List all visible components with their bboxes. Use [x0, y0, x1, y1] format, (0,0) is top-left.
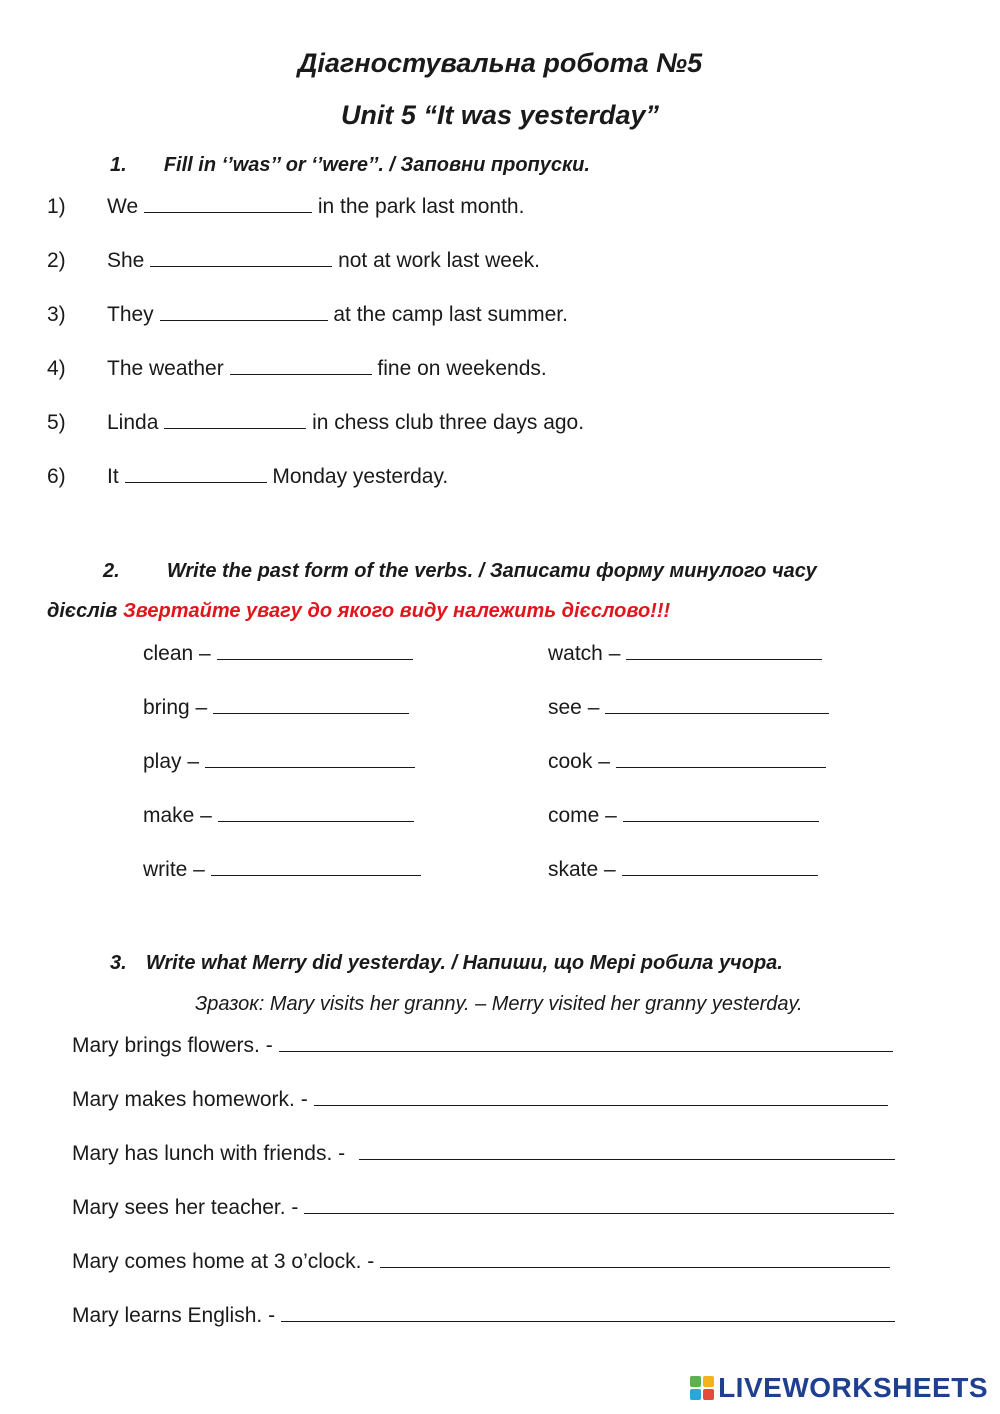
verb-item: skate –: [548, 857, 818, 882]
task3-example: Зразок: Mary visits her granny. – Merry visited her granny yesterday.: [195, 993, 803, 1015]
answer-blank[interactable]: [164, 410, 306, 429]
task3-item: Mary sees her teacher. -: [72, 1195, 894, 1220]
answer-blank[interactable]: [125, 464, 267, 483]
task1-instruction: Fill in ‘’was’’ or ‘’were’’. / Заповни пропуски.: [163, 154, 590, 176]
liveworksheets-brand: [690, 1372, 988, 1404]
answer-blank[interactable]: [213, 695, 409, 714]
task2-heading-cont: дієслів Звертайте увагу до якого виду належить дієслово!!!: [47, 600, 671, 622]
task1-item: 1) We in the park last month.: [47, 195, 525, 218]
task1-item: 3) They at the camp last summer.: [47, 303, 568, 326]
verb-item: see –: [548, 695, 829, 720]
task1-heading: [110, 154, 590, 177]
page-subtitle: Unit 5 “It was yesterday”: [340, 100, 660, 130]
answer-blank[interactable]: [605, 695, 829, 714]
verb-item: make –: [143, 803, 414, 828]
answer-blank[interactable]: [616, 749, 826, 768]
task2-number: 2.: [103, 560, 120, 582]
answer-blank[interactable]: [205, 749, 415, 768]
task3-number: 3.: [110, 952, 127, 974]
task3-item: Mary brings flowers. -: [72, 1033, 893, 1058]
task2-warning-note: Звертайте увагу до якого виду належить дієслово!!!: [122, 600, 671, 622]
task2-instruction: Write the past form of the verbs. / Записати форму минулого часу: [166, 560, 817, 582]
answer-blank[interactable]: [218, 803, 414, 822]
page-title: Діагностувальна робота №5: [297, 48, 703, 78]
answer-blank[interactable]: [622, 857, 818, 876]
task1-item: 2) She not at work last week.: [47, 249, 540, 272]
task3-item: Mary makes homework. -: [72, 1087, 888, 1112]
brand-name: LIVEWORKSHEETS: [718, 1372, 988, 1403]
verb-item: clean –: [143, 641, 413, 666]
answer-blank[interactable]: [279, 1033, 893, 1052]
verb-item: write –: [143, 857, 421, 882]
answer-blank[interactable]: [626, 641, 822, 660]
task1-item: 6) It Monday yesterday.: [47, 465, 449, 488]
verb-item: come –: [548, 803, 819, 828]
verb-item: watch –: [548, 641, 822, 666]
answer-blank[interactable]: [304, 1195, 894, 1214]
task3-item: Mary learns English. -: [72, 1303, 895, 1328]
answer-blank[interactable]: [359, 1141, 895, 1160]
task1-number: 1.: [110, 154, 127, 176]
task1-item: 5) Linda in chess club three days ago.: [47, 411, 585, 434]
task3-heading: [110, 952, 783, 975]
answer-blank[interactable]: [217, 641, 413, 660]
answer-blank[interactable]: [211, 857, 421, 876]
answer-blank[interactable]: [623, 803, 819, 822]
liveworksheets-logo-icon: [690, 1376, 714, 1400]
answer-blank[interactable]: [160, 302, 328, 321]
answer-blank[interactable]: [150, 248, 332, 267]
answer-blank[interactable]: [230, 356, 372, 375]
task2-heading: [103, 560, 817, 583]
answer-blank[interactable]: [144, 194, 312, 213]
verb-item: bring –: [143, 695, 409, 720]
answer-blank[interactable]: [281, 1303, 895, 1322]
task3-item: Mary comes home at 3 o’clock. -: [72, 1249, 890, 1274]
answer-blank[interactable]: [314, 1087, 888, 1106]
task3-instruction: Write what Merry did yesterday. / Напиши, що Мері робила учора.: [145, 952, 783, 974]
task1-item: 4) The weather fine on weekends.: [47, 357, 547, 380]
verb-item: play –: [143, 749, 415, 774]
answer-blank[interactable]: [380, 1249, 890, 1268]
task3-item: Mary has lunch with friends. -: [72, 1141, 895, 1166]
verb-item: cook –: [548, 749, 826, 774]
